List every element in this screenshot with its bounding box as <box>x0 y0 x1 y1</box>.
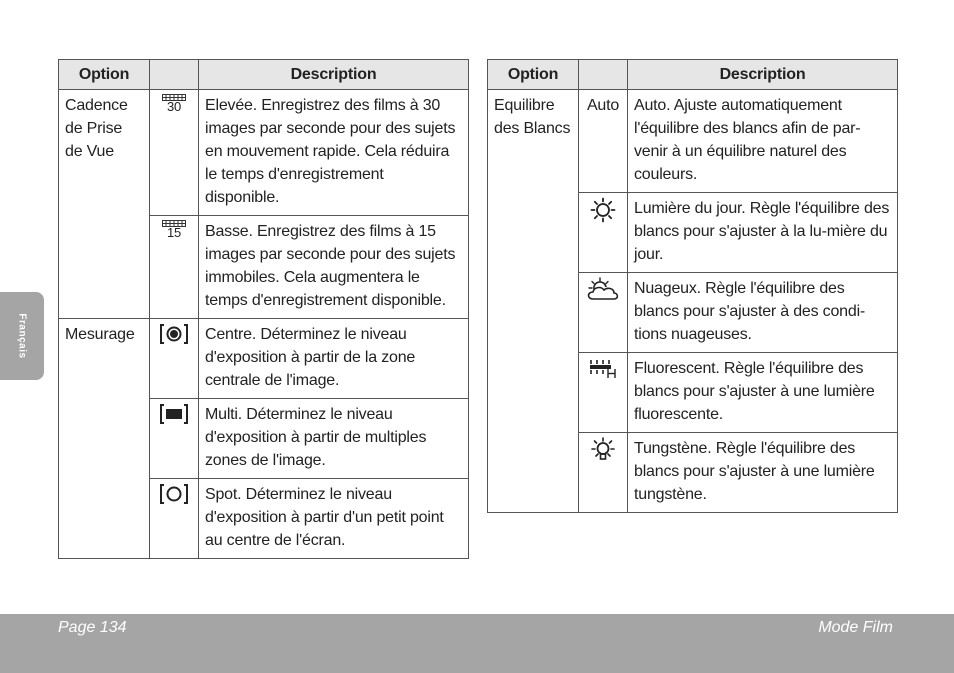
description-cell: Spot. Déterminez le niveau d'exposition à partir d'un petit point au centre de l'écran. <box>199 479 469 559</box>
description-cell: Elevée. Enregistrez des films à 30 images par seconde pour des sujets en mouvement rapide. Cela réduira le temps d'enregistrement disponible. <box>199 90 469 216</box>
right-options-table <box>487 59 898 513</box>
icon-header <box>579 60 628 90</box>
option-header: Option <box>488 60 579 90</box>
fps-label: 15 <box>166 225 182 240</box>
page-number: Page 134 <box>58 619 127 636</box>
description-cell: Multi. Déterminez le niveau d'exposition à partir de multiples zones de l'image. <box>199 399 469 479</box>
icon-cell <box>579 353 628 433</box>
icon-cell <box>579 273 628 353</box>
metering-multi-icon <box>159 403 189 425</box>
film-15fps-icon <box>161 220 187 239</box>
icon-cell <box>579 433 628 513</box>
description-cell: Tungstène. Règle l'équilibre des blancs pour s'ajuster à une lumière tungstène. <box>628 433 898 513</box>
language-side-tab <box>0 292 44 380</box>
icon-cell <box>150 399 199 479</box>
page-footer <box>0 614 954 673</box>
language-label: Français <box>16 313 28 359</box>
description-cell: Auto. Ajuste automatiquement l'équilibre des blancs afin de par-venir à un équilibre naturel des couleurs. <box>628 90 898 193</box>
table-row <box>59 319 469 399</box>
icon-cell <box>150 319 199 399</box>
metering-spot-icon <box>159 483 189 505</box>
sun-daylight-icon <box>590 197 616 223</box>
description-header: Description <box>628 60 898 90</box>
cloudy-icon <box>586 277 620 301</box>
left-options-table <box>58 59 469 559</box>
description-cell: Lumière du jour. Règle l'équilibre des blancs pour s'ajuster à la lu-mière du jour. <box>628 193 898 273</box>
table-row <box>488 90 898 193</box>
description-cell: Nuageux. Règle l'équilibre des blancs pour s'ajuster à des condi-tions nuageuses. <box>628 273 898 353</box>
description-cell: Basse. Enregistrez des films à 15 images par seconde pour des sujets immobiles. Cela augmentera le temps d'enregistrement disponible. <box>199 216 469 319</box>
table-header-row <box>488 60 898 90</box>
film-30fps-icon <box>161 94 187 113</box>
table-row <box>59 90 469 216</box>
description-cell: Fluorescent. Règle l'équilibre des blancs pour s'ajuster à une lumière fluorescente. <box>628 353 898 433</box>
metering-center-icon <box>159 323 189 345</box>
icon-cell <box>150 216 199 319</box>
description-header: Description <box>199 60 469 90</box>
option-cell: Equilibre des Blancs <box>488 90 579 513</box>
fps-label: 30 <box>166 99 182 114</box>
icon-header <box>150 60 199 90</box>
icon-cell <box>579 193 628 273</box>
value-cell: Auto <box>579 90 628 193</box>
icon-cell <box>150 479 199 559</box>
option-header: Option <box>59 60 150 90</box>
option-cell: Mesurage <box>59 319 150 559</box>
description-cell: Centre. Déterminez le niveau d'exposition à partir de la zone centrale de l'image. <box>199 319 469 399</box>
option-cell: Cadence de Prise de Vue <box>59 90 150 319</box>
icon-cell <box>150 90 199 216</box>
section-name: Mode Film <box>818 619 893 636</box>
tungsten-bulb-icon <box>590 437 616 463</box>
table-header-row <box>59 60 469 90</box>
fluorescent-icon <box>589 357 617 379</box>
